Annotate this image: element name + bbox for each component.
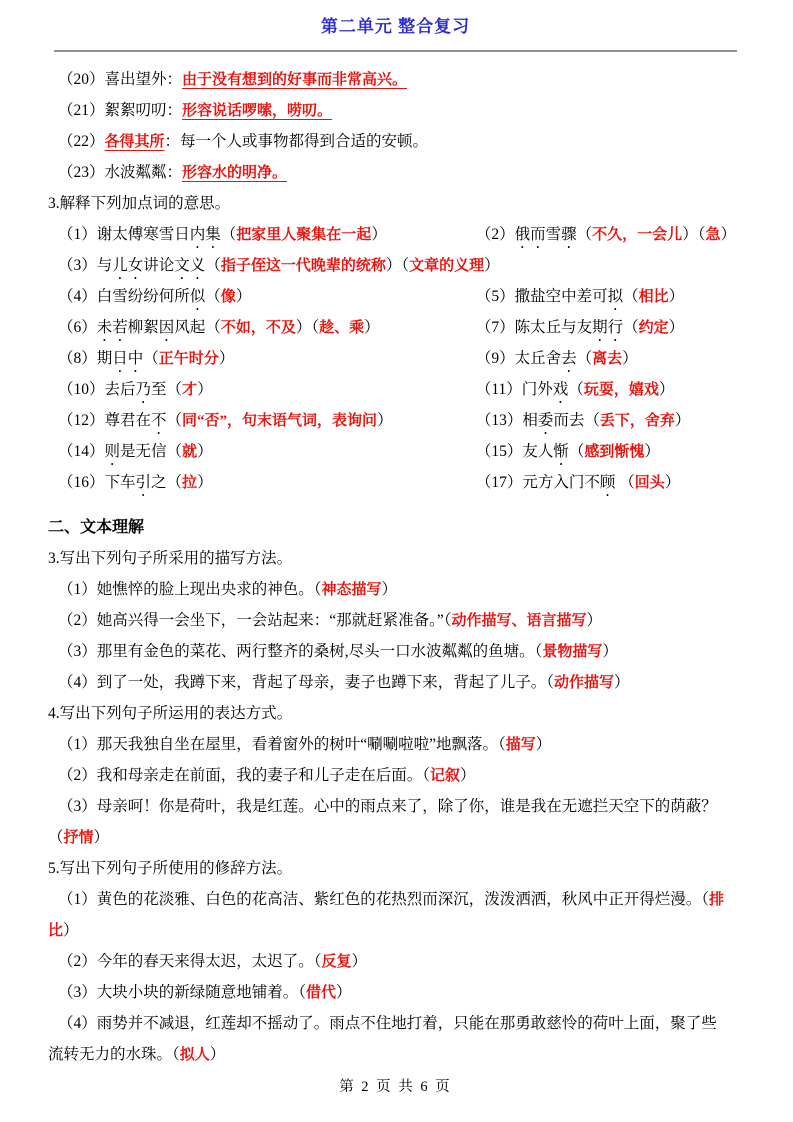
text-segment: ）（ (295, 319, 320, 336)
text-segment: 文章的义理 (409, 258, 485, 274)
text-segment: 讲论 (143, 257, 175, 274)
text-segment: （3）母亲呵！你是荷叶，我是红莲。心中的雨点来了，除了你，谁是我在无遮拦天空下的荫蔽？ (58, 798, 717, 815)
row-right-cell (476, 405, 691, 436)
text-segment: （3）那里有金色的菜花、两行整齐的桑树,尽头一口水波粼粼的鱼塘。（ (58, 643, 543, 660)
row-right-cell (476, 436, 660, 467)
row-left-cell (58, 312, 476, 343)
text-segment: 借代 (306, 985, 337, 1001)
exercise-5-title (48, 853, 743, 884)
explain-row-14-15 (48, 436, 743, 467)
rhetoric-item-3 (48, 977, 743, 1008)
text-segment: 委 (537, 412, 554, 429)
text-segment: 二、文本理解 (48, 519, 145, 536)
text-segment: 期行 (592, 319, 624, 336)
text-segment: 柳絮 (127, 319, 159, 336)
text-segment: ） (622, 350, 638, 367)
row-left-cell (58, 219, 476, 250)
rhetoric-item-4 (48, 1008, 743, 1039)
text-segment: ） (674, 412, 691, 429)
text-segment: （11）门外 (475, 381, 553, 398)
text-segment: 内集 (189, 226, 221, 243)
text-segment: （2）她高兴得一会坐下，一会站起来：“那就赶紧准备。”（ (58, 612, 452, 629)
text-segment: 抒情 (63, 830, 94, 846)
text-segment: 是无信（ (120, 443, 183, 460)
expression-item-3 (48, 791, 743, 822)
row-left-cell (58, 467, 476, 498)
row-right-cell (476, 343, 638, 374)
text-segment: （ (623, 319, 639, 336)
explain-row-6-7 (48, 312, 743, 343)
text-segment: ） (668, 288, 685, 305)
text-segment: ） (586, 612, 603, 629)
text-segment: ） (209, 1046, 226, 1063)
row-right-cell (476, 281, 684, 312)
text-segment: （3）与 (58, 257, 113, 274)
text-segment: 急 (705, 227, 721, 243)
text-segment: 戏 (552, 381, 569, 398)
text-segment: 风起（ (174, 319, 221, 336)
rhetoric-item-2 (48, 946, 743, 977)
text-segment: ） (614, 674, 630, 691)
document-lines (48, 64, 743, 1070)
text-segment: （16）下车 (58, 474, 136, 491)
text-segment: ） (668, 319, 685, 336)
text-segment: （1）黄色的花淡雅、白色的花高洁、紫红色的花热烈而深沉，泼泼洒洒，秋风中正开得烂漫。（ (58, 891, 710, 908)
rhetoric-item-1 (48, 884, 743, 915)
text-segment: （ (48, 829, 64, 846)
text-segment: ） (218, 350, 235, 367)
text-segment: 4.写出下列句子所运用的表达方式。 (48, 705, 293, 722)
text-segment: 3.写出下列句子所采用的描写方法。 (48, 550, 293, 567)
text-segment: ：每一个人或事物都得到合适的安顿。 (164, 133, 429, 150)
explain-row-1-2 (48, 219, 743, 250)
text-segment: （2） (475, 226, 515, 243)
explain-row-4-5 (48, 281, 743, 312)
expression-item-2 (48, 760, 743, 791)
exercise-3-explain-title (48, 188, 743, 219)
text-segment: 引 (135, 474, 152, 491)
idiom-item-22 (48, 126, 743, 157)
text-segment: 相比 (638, 289, 669, 305)
text-segment: 不久，一会儿 (592, 227, 683, 243)
explain-row-10-11 (48, 374, 743, 405)
text-segment: 回头 (634, 475, 665, 491)
text-segment: （20）喜出望外： (58, 71, 183, 88)
row-left-cell (58, 405, 476, 436)
text-segment: （15）友人 (475, 443, 554, 460)
row-right-cell (476, 219, 736, 250)
text-segment: ） (720, 226, 736, 243)
text-segment: 5.写出下列句子所使用的修辞方法。 (48, 860, 293, 877)
text-segment: （1）谢太傅寒雪日 (58, 226, 190, 243)
text-segment: 惭 (553, 443, 569, 460)
text-segment: 至（ (151, 381, 183, 398)
text-segment: 骤 (561, 226, 577, 243)
text-segment: 而去（ (553, 412, 600, 429)
text-segment: （1）那天我独自坐在屋里，看着窗外的树叶“唰唰啦啦”地飘落。（ (58, 736, 506, 753)
text-segment: 记叙 (430, 768, 461, 784)
row-right-cell (476, 312, 684, 343)
text-segment: 去 (561, 350, 577, 367)
text-segment: ） (658, 381, 675, 398)
page-title: 第二单元 整合复习 (320, 17, 471, 36)
text-segment: （ (205, 257, 221, 274)
text-segment: （ (576, 350, 593, 367)
text-segment: （ (623, 288, 639, 305)
text-segment: （ (568, 381, 584, 398)
text-segment: （ (143, 350, 159, 367)
text-segment: 形容水的明净。 (182, 165, 288, 181)
text-segment: 之（ (151, 474, 183, 491)
expression-item-3-answer (48, 822, 743, 853)
text-segment: 不 (151, 412, 167, 429)
row-left-cell (58, 343, 476, 374)
text-segment: 景物描写 (542, 644, 603, 660)
text-segment: 未若 (96, 319, 128, 336)
text-segment: 各得其所 (104, 134, 165, 150)
text-segment: 像 (220, 289, 236, 305)
rhetoric-item-1-wrap (48, 915, 743, 946)
text-segment: （21）絮絮叨叨： (58, 102, 183, 119)
text-segment: 拟 (607, 288, 624, 305)
explain-row-16-17 (48, 467, 743, 498)
text-segment: （ (615, 474, 635, 491)
text-segment: ） (602, 643, 618, 660)
text-segment: 把家里人聚集在一起 (236, 227, 372, 243)
explain-item-3 (48, 250, 743, 281)
text-segment: ） (664, 474, 681, 491)
text-segment: ） (535, 736, 552, 753)
text-segment: （12）尊君在 (58, 412, 152, 429)
text-segment: （17）元方入门不 (475, 474, 600, 491)
text-segment: 拉 (182, 475, 198, 491)
text-segment: ） (63, 922, 79, 939)
text-segment: 形容说话啰嗦，唠叨。 (182, 103, 333, 119)
text-segment: （4）雨势并不减退，红莲却不摇动了。雨点不住地打着，只能在那勇敢慈怜的荷叶上面，聚了些 (58, 1015, 717, 1032)
describe-item-3 (48, 636, 743, 667)
page-footer: 第 2 页 共 6 页 (339, 1079, 452, 1095)
text-segment: ） (381, 581, 398, 598)
rhetoric-item-4-wrap (48, 1039, 743, 1070)
row-left-cell (58, 374, 476, 405)
exercise-4-title (48, 698, 743, 729)
text-segment: （ (220, 226, 237, 243)
text-segment: （2）今年的春天来得太迟，太迟了。（ (58, 953, 322, 970)
text-segment: 文义 (174, 257, 206, 274)
text-segment: （9）太丘舍 (475, 350, 562, 367)
text-segment: 3.解释下列加点词的意思。 (48, 195, 231, 212)
text-segment: （8）期 (58, 350, 113, 367)
text-segment: （ (166, 412, 183, 429)
text-segment: （ (576, 226, 593, 243)
explain-row-12-13 (48, 405, 743, 436)
text-segment: 似 (189, 288, 206, 305)
text-segment: 日中 (112, 350, 144, 367)
text-segment: 顾 (599, 474, 616, 491)
text-segment: 感到惭愧 (584, 444, 645, 460)
text-segment: 儿女 (112, 257, 144, 274)
text-segment: ）（ (682, 226, 706, 243)
text-segment: （2）我和母亲走在前面，我的妻子和儿子走在后面。（ (58, 767, 431, 784)
header-divider (54, 50, 737, 52)
text-segment: 同“否”，句末语气词，表询问 (182, 413, 378, 429)
text-segment: （10）去后 (58, 381, 136, 398)
text-segment: ） (377, 412, 393, 429)
text-segment: 丢下，舍弃 (599, 413, 675, 429)
text-segment: （6） (58, 319, 97, 336)
text-segment: 趁、乘 (319, 320, 365, 336)
text-segment: 动作描写 (554, 675, 615, 691)
row-right-cell (476, 374, 675, 405)
text-segment: （22） (58, 133, 105, 150)
text-segment: 流转无力的水珠。（ (48, 1046, 180, 1063)
text-segment: ） (197, 443, 213, 460)
text-segment: （1）她憔悴的脸上现出央求的神色。（ (58, 581, 322, 598)
text-segment: 神态描写 (321, 582, 382, 598)
text-segment: （5）撒盐空中差可 (475, 288, 608, 305)
text-segment: （13）相 (475, 412, 538, 429)
text-segment: 指子侄这一代晚辈的统称 (220, 258, 386, 274)
text-segment: 比 (48, 923, 64, 939)
text-segment: 正午时分 (158, 351, 219, 367)
text-segment: ） (351, 953, 368, 970)
text-segment: ）（ (385, 257, 410, 274)
text-segment: 玩耍，嬉戏 (583, 382, 659, 398)
text-segment: 拟人 (179, 1047, 210, 1063)
text-segment: ） (644, 443, 660, 460)
text-segment: 就 (182, 444, 198, 460)
text-segment: （23）水波粼粼： (58, 164, 183, 181)
text-segment: （4）到了一处，我蹲下来，背起了母亲，妻子也蹲下来，背起了儿子。（ (58, 674, 555, 691)
text-segment: 排 (709, 892, 725, 908)
text-segment: ） (197, 474, 213, 491)
exercise-3-describe-title (48, 543, 743, 574)
text-segment: 雪 (545, 226, 562, 243)
text-segment: 俄而 (514, 226, 546, 243)
text-segment: 反复 (321, 954, 352, 970)
text-segment: ） (93, 829, 110, 846)
describe-item-4 (48, 667, 743, 698)
text-segment: （4）白雪纷纷何所 (58, 288, 190, 305)
text-segment: ） (460, 767, 476, 784)
text-segment: 由于没有想到的好事而非常高兴。 (182, 72, 408, 88)
row-left-cell (58, 436, 476, 467)
text-segment: 因 (158, 319, 175, 336)
expression-item-1 (48, 729, 743, 760)
section-2-heading (48, 512, 743, 543)
text-segment: （ (568, 443, 585, 460)
text-segment: 才 (182, 382, 198, 398)
row-right-cell (476, 467, 680, 498)
text-segment: 约定 (638, 320, 669, 336)
text-segment: ） (336, 984, 352, 1001)
text-segment: （ (205, 288, 221, 305)
describe-item-2 (48, 605, 743, 636)
text-segment: ） (364, 319, 380, 336)
text-segment: ） (484, 257, 500, 274)
text-segment: （3）大块小块的新绿随意地铺着。（ (58, 984, 307, 1001)
row-left-cell (58, 281, 476, 312)
text-segment: 离去 (592, 351, 623, 367)
text-segment: 描写 (505, 737, 536, 753)
text-segment: 则 (104, 443, 121, 460)
idiom-item-23 (48, 157, 743, 188)
text-segment: （14） (58, 443, 105, 460)
text-segment: 乃 (135, 381, 152, 398)
describe-item-1 (48, 574, 743, 605)
text-segment: ） (197, 381, 213, 398)
idiom-item-21 (48, 95, 743, 126)
text-segment: 不如，不及 (220, 320, 296, 336)
idiom-item-20 (48, 64, 743, 95)
text-segment: ） (235, 288, 252, 305)
text-segment: ） (371, 226, 387, 243)
text-segment: （7）陈太丘与友 (475, 319, 593, 336)
text-segment: 动作描写、语言描写 (451, 613, 587, 629)
explain-row-8-9 (48, 343, 743, 374)
